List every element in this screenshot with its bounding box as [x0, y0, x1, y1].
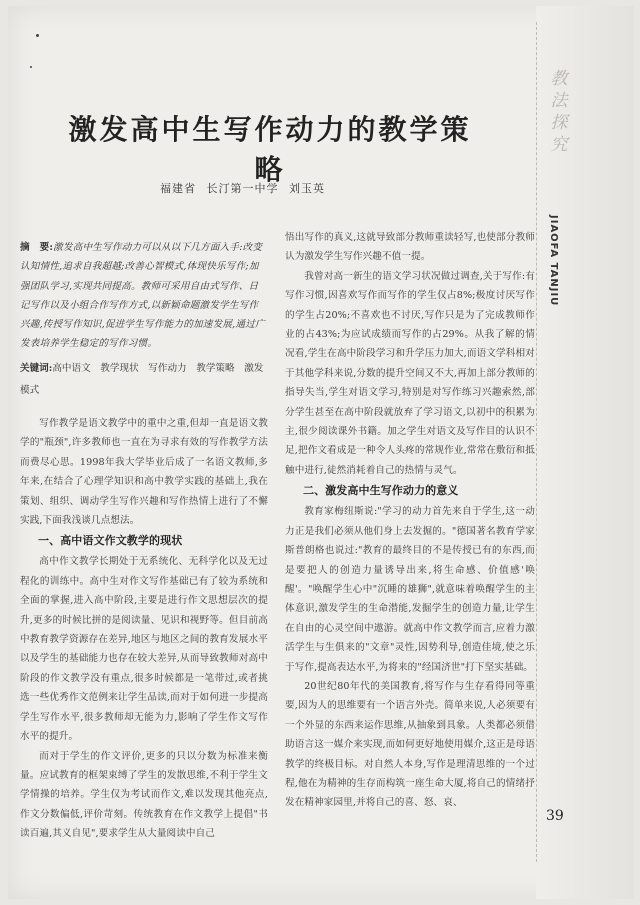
paragraph: 教育家梅纽斯说:"学习的动力首先来自于学生,这一动力正是我们必须从他们身上去发掘的。"德国著名教育学家斯普朗格也说过:"教育的最终目的不是传授已有的东西,而是要把人的创造力量诱导出来,将生命感、价值感'唤醒'。"唤醒学生心中"沉睡的雄狮",就意味着唤醒学生的主体意识,激发学生的生命潜能,发掘学生的创造力量,让学生在自由的心灵空间中遨游。就高中作文教学而言,应着力激活学生与生俱来的"文章"灵性,因势利导,创造佳境,使之乐于写作,提高表达水平,为将来的"经国济世"打下坚实基础。	[285, 506, 535, 673]
paragraph: 高中作文教学长期处于无系统化、无科学化以及无过程化的训练中。高中生对作文写作基础已有了较为系统和全面的掌握,进入高中阶段,主要是进行作文思想层次的提升,更多的时候比拼的是阅读量、见识和视野等。但目前高中教育教学资源存在差异,地区与地区之间的教育发展水平以及学生的基础能力也存在较大差异,从而导致教师对高中阶段的作文教学没有重点,很多时候都是一笔带过,或者挑选一些优秀作文范例来让学生品读,而对于如何进一步提高学生写作水平,很多教师却无能为力,影响了学生作文写作水平的提升。	[20, 556, 268, 743]
section-tag-char: 法	[550, 91, 570, 111]
keywords	[20, 358, 268, 402]
paragraph: 我曾对高一新生的语文学习状况做过调查,关于写作:有写作习惯,因喜欢写作而写作的学生仅占8%;极度讨厌写作的学生占20%;不喜欢也不讨厌,写作只是为了完成教师作业的占43%;为应试成绩而写作的占29%。从我了解的情况看,学生在高中阶段学习和升学压力加大,而语文学科相对于其他学科来说,分数的提升空间又不大,再加上部分教师的指导失当,学生对语文学习,特别是对写作练习兴趣索然,部分学生甚至在高中阶段就放弃了学习语文,以初中的积累为主,很少阅读课外书籍。加之学生对语文及写作目的认识不足,把作文看成是一种令人头疼的常规作业,常常在敷衍和抵触中进行,徒然消耗着自己的热情与灵气。	[285, 270, 535, 476]
section-heading: 一、高中语文作文教学的现状	[38, 534, 183, 548]
speck	[36, 34, 39, 37]
author-line: 福建省 长汀第一中学 刘玉英	[160, 182, 325, 195]
section-tag-char: 究	[550, 135, 570, 155]
paragraph: 而对于学生的作文评价,更多的只以分数为标准来衡量。应试教育的框架束缚了学生的发散思维,不利于学生文学情操的培养。学生仅为考试而作文,难以发现其他亮点,作文分数偏低,评价苛刻。传统教育在作文教学上提倡"书读百遍,其义自见",要求学生从大量阅读中自己	[20, 750, 268, 840]
paragraph: 悟出写作的真义,这就导致部分教师重读轻写,也使部分教师认为激发学生写作兴趣不值一提。	[285, 232, 535, 263]
keywords-text: 高中语文 教学现状 写作动力 教学策略 激发模式	[20, 363, 264, 396]
page-number: 39	[546, 808, 564, 824]
left-column	[20, 414, 268, 844]
abstract	[20, 238, 268, 354]
speck	[30, 66, 32, 68]
abstract-text: 激发高中生写作动力可以从以下几方面入手:改变认知情性,追求自我超越;改善心智模式,体现快乐写作;加强团队学习,实现共同提高。教师可采用自由式写作、日记写作以及小组合作写作方式,以新颖命题激发学生写作兴趣,传授写作知识,促进学生写作能力的加速发展,通过广发表培养学生稳定的写作习惯。	[20, 242, 265, 350]
right-column	[285, 228, 535, 813]
section-pinyin: JIAOFA TANJIU	[548, 215, 559, 307]
abstract-label: 摘 要:	[20, 242, 54, 253]
paragraph: 20世纪80年代的美国教育,将写作与生存看得同等重要,因为人的思维要有一个语言外壳。简单来说,人必须要有一个外显的东西来运作思维,从抽象到具象。人类都必须借助语言这一媒介来实现,而如何更好地使用媒介,这正是母语教学的终极目标。对自然人本身,写作是理清思维的一个过程,他在为精神的生存而构筑一座生命大厦,将自己的情绪抒发在精神家园里,并将自己的喜、怒、哀、	[285, 680, 535, 809]
column-divider	[536, 22, 538, 862]
section-tag-char: 探	[550, 113, 570, 133]
paragraph: 写作教学是语文教学中的重中之重,但却一直是语文教学的"瓶颈",许多教师也一直在为寻求有效的写作教学方法而费尽心思。1998年我大学毕业后成了一名语文教师,多年来,在结合了心理学知识和高中教学实践的基础上,我在策划、组织、调动学生写作兴趣和写作热情上进行了不懈实践,下面我浅谈几点想法。	[20, 418, 268, 527]
section-heading: 二、激发高中生写作动力的意义	[303, 484, 459, 498]
article-title: 激发高中生写作动力的教学策略	[68, 113, 472, 186]
section-tag-char: 教	[550, 69, 570, 89]
keywords-label: 关键词:	[20, 363, 53, 374]
section-tag	[545, 68, 575, 156]
